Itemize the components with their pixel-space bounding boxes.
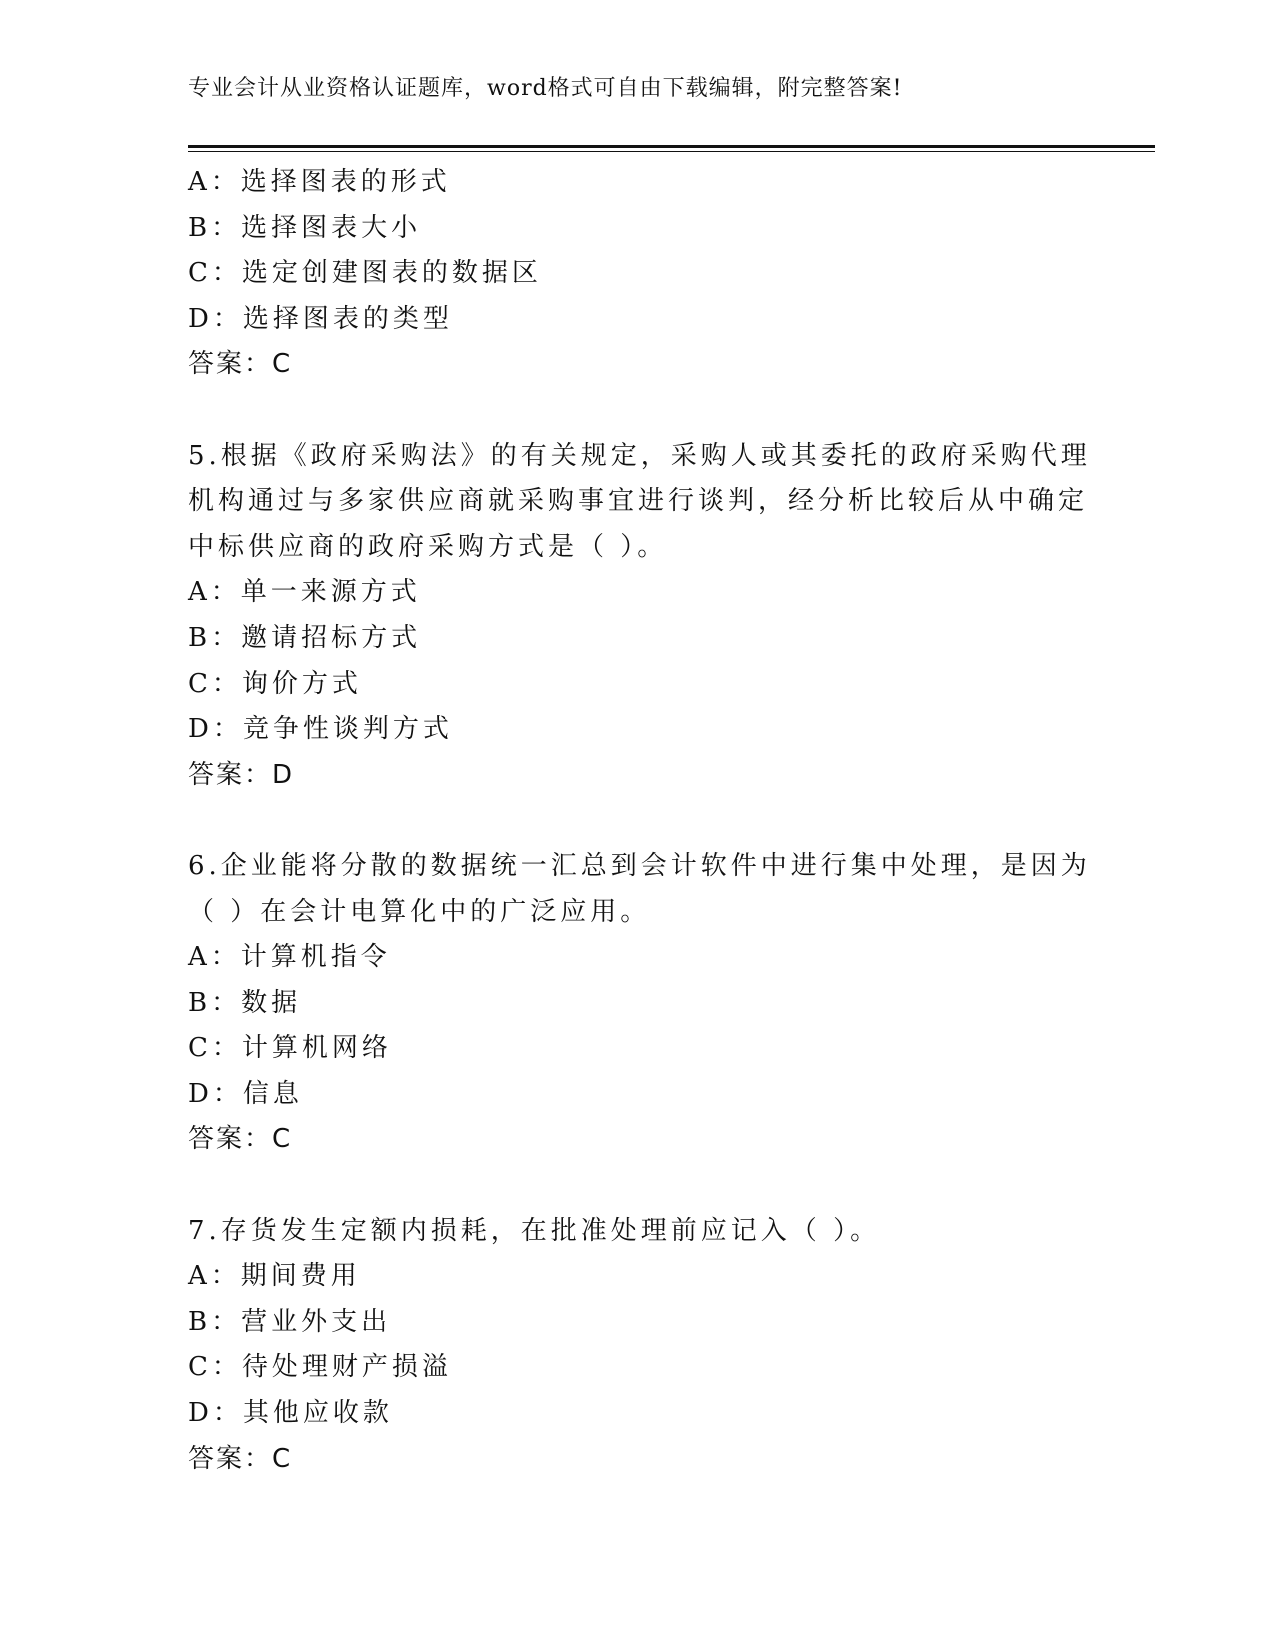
- page-header: 专业会计从业资格认证题库，word格式可自由下载编辑，附完整答案!: [188, 76, 903, 101]
- option-c: C：选定创建图表的数据区: [188, 258, 542, 289]
- answer-line: 答案：C: [188, 349, 293, 380]
- question-7: [188, 1209, 1148, 1483]
- option-a: A：选择图表的形式: [188, 167, 451, 197]
- answer-line: 答案：C: [188, 1443, 293, 1474]
- spacer: [188, 388, 1148, 434]
- option-b: B：邀请招标方式: [188, 622, 422, 653]
- document-body: [188, 160, 1148, 1482]
- question-5: [188, 434, 1148, 799]
- option-c: C：待处理财产损溢: [188, 1352, 452, 1383]
- option-d: D：其他应收款: [188, 1398, 393, 1429]
- option-d: D：选择图表的类型: [188, 303, 453, 334]
- question-text: 6.企业能将分散的数据统一汇总到会计软件中进行集中处理，是因为: [188, 850, 1091, 881]
- question-text: 7.存货发生定额内损耗，在批准处理前应记入（ ）。: [188, 1215, 881, 1246]
- option-b: B：营业外支出: [188, 1306, 392, 1337]
- answer-line: 答案：D: [188, 759, 295, 790]
- option-a: A：计算机指令: [188, 942, 391, 973]
- option-c: C：计算机网络: [188, 1033, 392, 1064]
- question-text: 5.根据《政府采购法》的有关规定，采购人或其委托的政府采购代理: [188, 440, 1091, 471]
- answer-line: 答案：C: [188, 1124, 293, 1155]
- option-a: A：期间费用: [188, 1261, 361, 1292]
- question-text: 机构通过与多家供应商就采购事宜进行谈判，经分析比较后从中确定: [188, 486, 1089, 517]
- header-rule-thick: [188, 145, 1155, 148]
- question-text: 中标供应商的政府采购方式是（ ）。: [188, 531, 668, 562]
- spacer: [188, 798, 1148, 844]
- option-b: B：选择图表大小: [188, 212, 422, 243]
- question-6: [188, 844, 1148, 1163]
- option-d: D：信息: [188, 1078, 303, 1109]
- question-4: [188, 160, 1148, 388]
- question-text: （ ）在会计电算化中的广泛应用。: [188, 896, 651, 927]
- option-a: A：单一来源方式: [188, 577, 421, 608]
- option-c: C：询价方式: [188, 668, 362, 699]
- spacer: [188, 1163, 1148, 1209]
- header-rule-thin: [188, 151, 1155, 152]
- option-b: B：数据: [188, 987, 302, 1018]
- option-d: D：竞争性谈判方式: [188, 714, 453, 745]
